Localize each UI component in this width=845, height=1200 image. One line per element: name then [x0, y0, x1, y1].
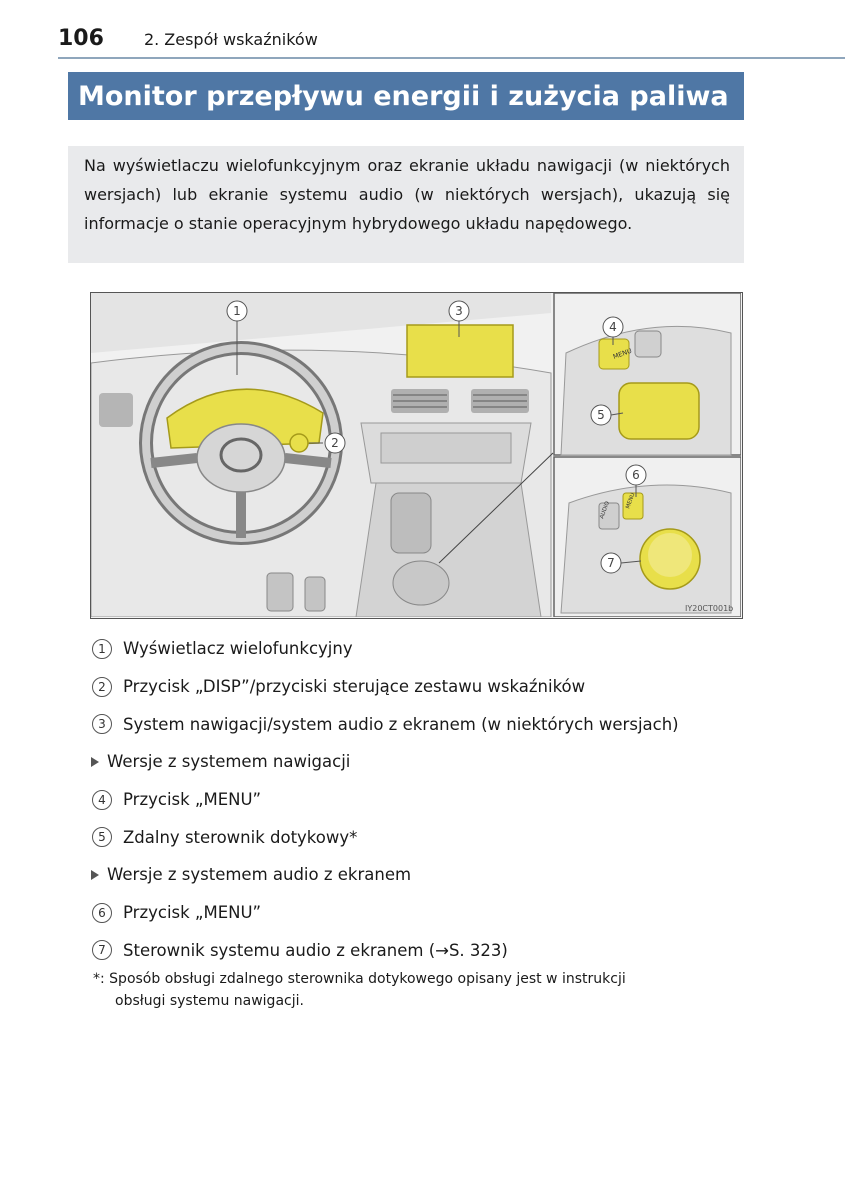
number-badge: 3 [92, 714, 112, 734]
page-number: 106 [58, 26, 104, 51]
item-text: Przycisk „MENU” [123, 903, 262, 923]
footnote [93, 968, 743, 1012]
callout-1: 1 [233, 304, 241, 318]
item-text: Przycisk „DISP”/przyciski sterujące zestawu wskaźników [123, 677, 586, 697]
section-text: Wersje z systemem audio z ekranem [107, 865, 412, 885]
dashboard-drawing [91, 293, 741, 617]
footnote-line-2: obsługi systemu nawigacji. [115, 993, 304, 1009]
dashboard-illustration [90, 292, 743, 619]
item-text: Przycisk „MENU” [123, 790, 262, 810]
svg-text:MENU: MENU [611, 346, 633, 361]
callout-2: 2 [331, 436, 339, 450]
list-item [90, 705, 750, 743]
list-item [90, 818, 750, 856]
figure-code: IY20CT001b [685, 604, 734, 613]
item-text: Zdalny sterownik dotykowy* [123, 827, 358, 847]
triangle-bullet-icon [91, 870, 99, 880]
intro-text: Na wyświetlaczu wielofunkcyjnym oraz ekranie układu nawigacji (w niektórych wersjach) lub ekranie systemu audio (w niektórych wersjach), ukazują się informacje o stanie operacyjnym hybrydowego układu napędowego. [84, 156, 730, 233]
number-badge: 5 [92, 827, 112, 847]
number-badge: 7 [92, 940, 112, 960]
chapter-title: 2. Zespół wskaźników [143, 30, 318, 49]
list-item [90, 668, 750, 706]
svg-text:MENU: MENU [625, 492, 637, 510]
item-text: Sterownik systemu audio z ekranem (→S. 323) [123, 940, 508, 960]
list-item [90, 894, 750, 932]
callout-5: 5 [597, 408, 605, 422]
list-item [90, 781, 750, 819]
callout-7: 7 [607, 556, 615, 570]
item-text: System nawigacji/system audio z ekranem (w niektórych wersjach) [123, 714, 679, 734]
list-item [90, 932, 750, 970]
svg-text:AUDIO: AUDIO [599, 500, 612, 520]
triangle-bullet-icon [91, 757, 99, 767]
intro-box [68, 146, 744, 263]
section-text: Wersje z systemem nawigacji [107, 752, 351, 772]
section-title-text: Monitor przepływu energii i zużycia paliwa [78, 80, 729, 112]
section-label [90, 856, 750, 894]
page-header [58, 26, 318, 51]
item-text: Wyświetlacz wielofunkcyjny [123, 639, 353, 659]
section-label [90, 743, 750, 781]
header-divider [58, 57, 845, 59]
callout-4: 4 [609, 320, 617, 334]
number-badge: 2 [92, 677, 112, 697]
number-badge: 4 [92, 790, 112, 810]
callout-3: 3 [455, 304, 463, 318]
section-title [68, 72, 744, 120]
footnote-line-1: *: Sposób obsługi zdalnego sterownika dotykowego opisany jest w instrukcji [93, 971, 626, 987]
number-badge: 6 [92, 903, 112, 923]
list-item [90, 630, 750, 668]
number-badge: 1 [92, 639, 112, 659]
callout-6: 6 [632, 468, 640, 482]
legend-list [90, 630, 750, 969]
